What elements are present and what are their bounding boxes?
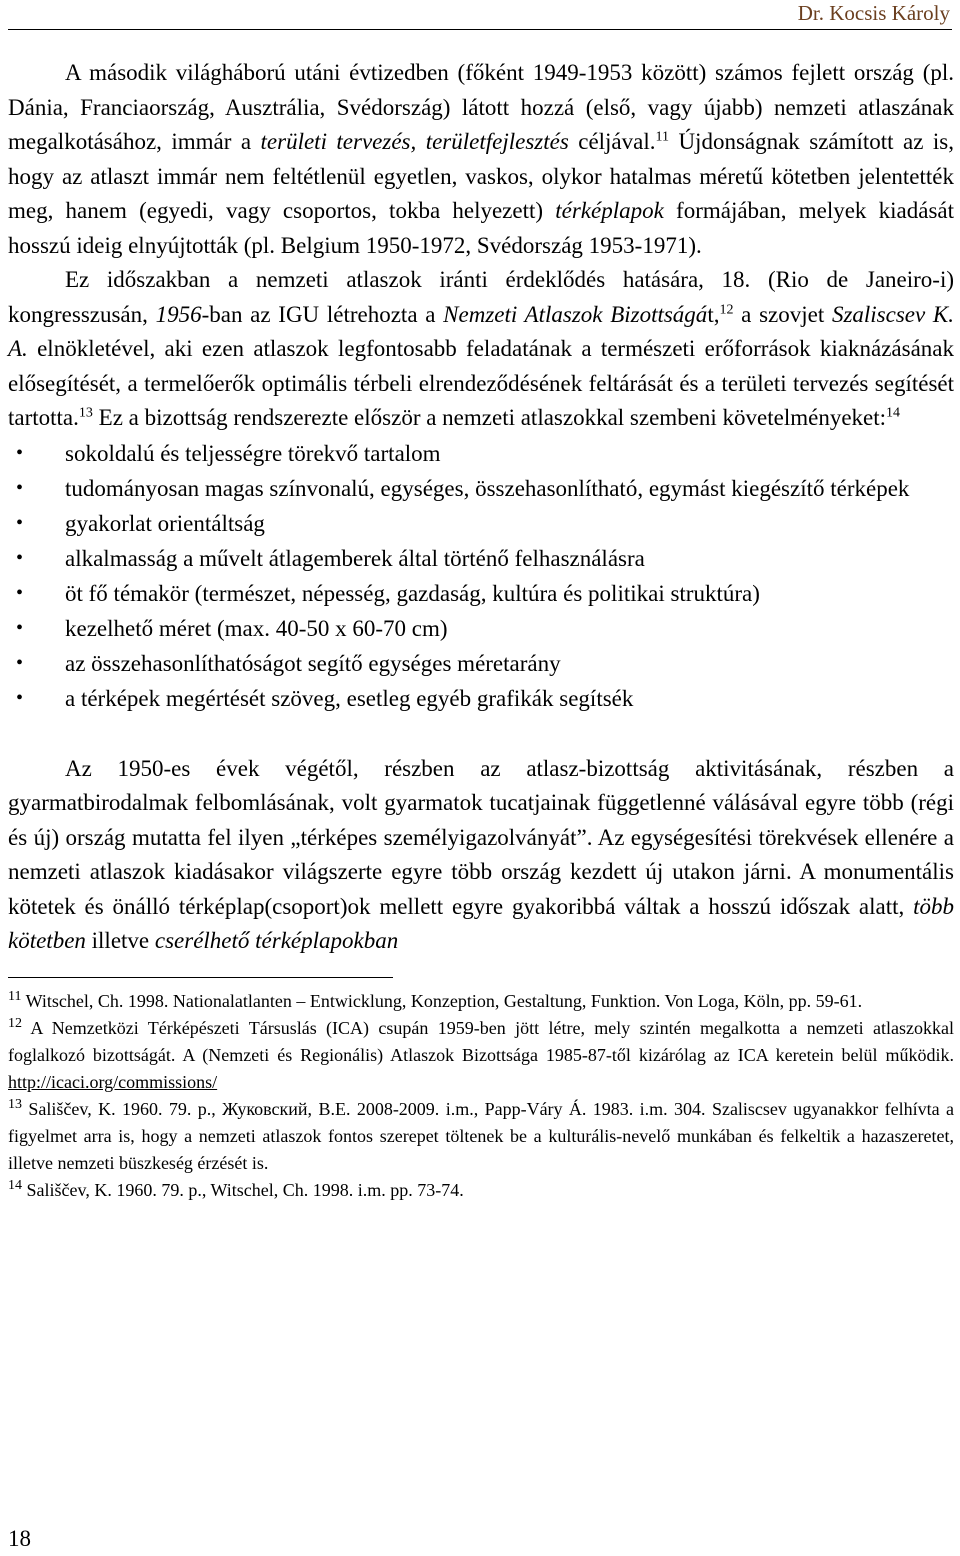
header-rule xyxy=(8,29,952,30)
paragraph-3: Az 1950-es évek végétől, részben az atlasz-bizottság aktivitásának, részben a gyarmatbirodalmak felbomlásának, volt gyarmatok tucatjainak függetlenné válásával egyre több (régi és új) ország mutatta fel ilyen „térképes személyigazolványát”. Az egységesítési törekvések ellenére a nemzeti atlaszok kiadásakor világszerte egyre több ország kezdett új utakon járni. A monumentális kötetek és önálló térképlap(csoport)ok mellett egyre gyakoribbá váltak a hosszú időszak alatt, több kötetben illetve cserélhető térképlapokban xyxy=(8,755,954,953)
footnote-ref-14[interactable]: 14 xyxy=(886,405,901,421)
paragraph-1: A második világháború utáni évtizedben (főként 1949-1953 között) számos fejlett ország (pl. Dánia, Franciaország, Ausztrália, Svédország) látott hozzá (első, vagy újabb) nemzeti atlaszának megalkotásához, immár a területi tervezés, területfejlesztés céljával.$^{11}$ Újdonságnak számított az is, hogy az atlaszt immár nem feltétlenül egyetlen, vaskos, olykor hatalmas méretű kötetben jelentették meg, hanem (egyedi, vagy csoportos, tokba helyezett) térképlapok formájában, melyek kiadását hosszú ideig elnyújtották (pl. Belgium 1950-1972, Svédország 1953-1971). xyxy=(8,60,954,258)
bullet-icon: • xyxy=(16,616,24,639)
bullet-icon: • xyxy=(16,651,24,674)
bullet-icon: • xyxy=(16,441,24,464)
footnote-ref-12[interactable]: 12 xyxy=(719,301,734,317)
list-item: • öt fő témakör (természet, népesség, gazdaság, kultúra és politikai struktúra) xyxy=(8,576,954,611)
list-item: • gyakorlat orientáltság xyxy=(8,506,954,541)
list-item: • kezelhető méret (max. 40-50 x 60-70 cm) xyxy=(8,611,954,646)
footnote-11: $^{11}$ Witschel, Ch. 1998. Nationalatlanten – Entwicklung, Konzeption, Gestaltung, Funktion. Von Loga, Köln, pp. 59-61. xyxy=(8,988,863,1011)
list-item: • az összehasonlíthatóságot segítő egységes méretarány xyxy=(8,646,954,681)
bullet-icon: • xyxy=(16,511,24,534)
requirements-list xyxy=(8,436,954,716)
footnote-ref-11[interactable]: 11 xyxy=(655,129,669,145)
list-item: • a térképek megértését szöveg, esetleg egyéb grafikák segítsék xyxy=(8,681,954,716)
footnote-separator xyxy=(8,977,393,978)
list-item: • sokoldalú és teljességre törekvő tartalom xyxy=(8,436,954,471)
footnote-12: $^{12}$ A Nemzetközi Térképészeti Társuslás (ICA) csupán 1959-ben jött létre, mely szintén megalkotta a nemzeti atlaszokkal foglalkozó bizottságát. A (Nemzeti és Regionális) Atlaszok Bizottsága 1985-87-től kizárólag az ICA keretein belül működik. http://icaci.org/commissions/ xyxy=(8,1015,954,1092)
bullet-icon: • xyxy=(16,686,24,709)
footnote-14: $^{14}$ Sališčev, K. 1960. 79. p., Witschel, Ch. 1998. i.m. pp. 73-74. xyxy=(8,1177,464,1200)
page-content xyxy=(8,56,954,1204)
commissions-link[interactable]: http://icaci.org/commissions/ xyxy=(8,1071,218,1092)
running-header xyxy=(10,0,950,30)
spacer xyxy=(8,716,954,752)
bullet-icon: • xyxy=(16,546,24,569)
paragraph-2: Ez időszakban a nemzeti atlaszok iránti érdeklődés hatására, 18. (Rio de Janeiro-i) kongresszusán, 1956-ban az IGU létrehozta a Nemzeti Atlaszok Bizottságát,$^{12}$ a szovjet Szaliscsev K. A. elnökletével, aki ezen atlaszok legfontosabb feladatának a természeti erőforrások kiaknázásának elősegítését, a termelőerők optimális térbeli elrendeződésének feltárását és a területi tervezés segítését tartotta.$^{13}$ Ez a bizottság rendszerezte először a nemzeti atlaszokkal szembeni követelményeket:$^{14}$ xyxy=(8,267,954,430)
bullet-icon: • xyxy=(16,476,24,499)
footnote-13: $^{13}$ Sališčev, K. 1960. 79. p., Жуковский, В.Е. 2008-2009. i.m., Papp-Váry Á. 1983. i.m. 304. Szaliscsev ugyanakkor felhívta a figyelmet arra is, hogy a nemzeti atlaszok fontos szerepet töltenek be a kulturális-nevelő munkában és felkeltik a hazaszeretet, illetve nemzeti büszkeség érzését is. xyxy=(8,1096,954,1173)
list-item: • alkalmasság a művelt átlagemberek által történő felhasználásra xyxy=(8,541,954,576)
bullet-icon: • xyxy=(16,581,24,604)
footnote-ref-13[interactable]: 13 xyxy=(78,405,93,421)
page-number: 18 xyxy=(8,1526,31,1551)
list-item: • tudományosan magas színvonalú, egységes, összehasonlítható, egymást kiegészítő térképek xyxy=(8,471,954,506)
header-author: Dr. Kocsis Károly xyxy=(797,1,950,25)
